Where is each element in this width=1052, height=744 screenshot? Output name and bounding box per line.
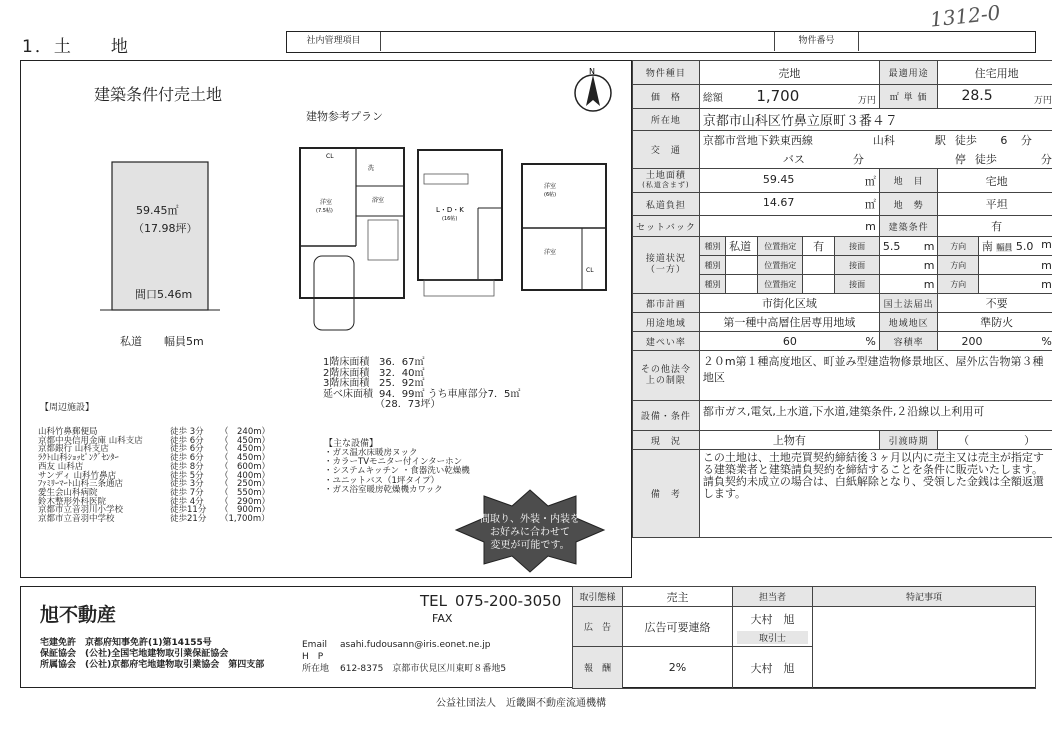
spec-table xyxy=(632,60,1052,538)
list-item: ・ユニットバス（1坪タイプ） xyxy=(324,475,440,486)
list-item: 山科竹鼻郵便局 徒歩 3分 （ 240m） xyxy=(38,427,271,437)
facilities-conditions: 都市ガス,電気,上水道,下水道,建築条件,２沿線以上利用可 xyxy=(699,401,1052,431)
mgmt-value xyxy=(381,32,775,51)
company-address: 612-8375 京都市伏見区川東町８番地5 xyxy=(340,664,507,674)
equipment-list xyxy=(324,449,470,495)
district: 準防火 xyxy=(938,313,1052,332)
property-type: 売地 xyxy=(699,61,879,85)
guarantee-assoc: 保証協会 (公社)全国宅地建物取引業保証協会 xyxy=(40,649,229,659)
property-no-label: 物件番号 xyxy=(775,32,859,51)
list-item: ・システムキッチン ・食器洗い乾燥機 xyxy=(324,466,470,477)
svg-text:洗: 洗 xyxy=(368,165,375,172)
other-restrictions: ２０m第１種高度地区、町並み型建造物修景地区、屋外広告物第３種地区 xyxy=(699,351,1052,401)
floor3-area: 25．92㎡ xyxy=(379,378,425,389)
lot-tsubo: （17.98坪） xyxy=(133,222,198,235)
mgmt-label: 社内管理項目 xyxy=(287,32,381,51)
floor3-label: 3階床面積 xyxy=(323,378,370,389)
current-status: 上物有 xyxy=(699,431,879,450)
total-tsubo: （28．73坪） xyxy=(375,399,441,410)
equipment-title: 【主な設備】 xyxy=(324,439,379,449)
land-area: 59.45 xyxy=(762,172,795,186)
table-row: 都市計画 市街化区域 国土法届出 不要 xyxy=(633,294,1052,313)
ad-permission: 広告可要連絡 xyxy=(623,607,733,647)
svg-text:CL: CL xyxy=(326,153,334,160)
terrain: 平坦 xyxy=(938,193,1052,216)
floor2-label: 2階床面積 xyxy=(323,367,370,379)
list-item: ﾌｧﾐﾘｰﾏｰﾄ山科三条通店 徒歩 3分 （ 250m） xyxy=(38,479,271,490)
staff-name: 大村 旭 xyxy=(750,613,795,626)
unit-price: 28.5 xyxy=(961,87,993,104)
email[interactable]: asahi.fudousann@iris.eonet.ne.jp xyxy=(340,640,491,650)
plan-title: 建物参考プラン xyxy=(306,110,383,123)
list-item: 京都市立音羽川小学校 徒歩11分 （ 900m） xyxy=(38,505,271,516)
table-row: 土地面積 (私道含まず) 59.45 ㎡ 地 目 宅地 xyxy=(633,169,1052,193)
table-row: セットバック m 建築条件 有 xyxy=(633,216,1052,237)
list-item: 京都市立音羽中学校 徒歩21分 （1,700m） xyxy=(38,514,270,525)
garage-note: うち車庫部分7．5㎡ xyxy=(427,388,521,400)
svg-text:(7.5帖): (7.5帖) xyxy=(316,208,333,214)
handover-time: （ ） xyxy=(938,431,1052,450)
table-row: 建ぺい率 60 % 容積率 200 % xyxy=(633,332,1052,351)
agent-name: 大村 旭 xyxy=(733,647,813,689)
list-item: 西友 山科店 徒歩 8分 （ 600m） xyxy=(38,461,271,472)
table-row: 価 格 総額 1,700 万円 ㎡ 単 価 28.5 万円 xyxy=(633,85,1052,109)
building-coverage: 60 xyxy=(782,334,797,348)
svg-text:L・D・K: L・D・K xyxy=(436,206,464,214)
optimal-use: 住宅用地 xyxy=(938,61,1052,85)
floor-plan-1f xyxy=(296,146,408,346)
svg-text:CL: CL xyxy=(586,267,594,274)
road-direction: 南 xyxy=(981,240,993,253)
list-item: ・ガス温水床暖房ヌック xyxy=(324,448,418,458)
table-row: 現 況 上物有 引渡時期 （ ） xyxy=(633,431,1052,450)
total-area: 94．99㎡ xyxy=(379,388,425,400)
land-category: 宅地 xyxy=(938,169,1052,193)
land-act-report: 不要 xyxy=(938,294,1052,313)
badge-line-2: お好みに合わせて xyxy=(490,527,570,538)
tel-number: 075-200-3050 xyxy=(455,592,562,610)
transport-bus: バス 分 停 徒歩 分 xyxy=(699,150,1052,169)
table-row: 備 考 この土地は、土地売買契約締結後３ヶ月以内に売主又は売主が指定する建築業者と建築請負契約を締結することを条件に販売いたします。請負契約未成立の場合は、白紙解除となり、受領した金銭は全額返還します。 xyxy=(633,450,1052,538)
table-row: 設備・条件 都市ガス,電気,上水道,下水道,建築条件,２沿線以上利用可 xyxy=(633,401,1052,431)
total-label: 延べ床面積 xyxy=(323,388,373,400)
floor-area-ratio: 200 xyxy=(961,334,983,348)
svg-text:N: N xyxy=(589,67,595,76)
section-title: 1．土 地 xyxy=(22,37,130,57)
build-condition: 有 xyxy=(938,216,1052,237)
transaction-type: 売主 xyxy=(623,587,733,607)
road-width: 5.0 xyxy=(1015,240,1034,253)
tel-label: TEL xyxy=(420,592,447,610)
list-item: サンディ 山科竹鼻店 徒歩 5分 （ 400m） xyxy=(38,470,271,481)
list-item: ・カラーTVモニター付インターホン xyxy=(324,457,463,468)
facilities-title: 【周辺施設】 xyxy=(40,403,95,413)
table-row: 私道負担 14.67 ㎡ 地 勢 平坦 xyxy=(633,193,1052,216)
svg-text:(6帖): (6帖) xyxy=(544,192,557,198)
listing-title: 建築条件付売土地 xyxy=(94,85,223,104)
road-designation: 有 xyxy=(802,237,834,256)
license: 宅建免許 京都府知事免許(1)第14155号 xyxy=(40,638,212,648)
table-row: 所在地 京都市山科区竹鼻立原町３番４７ xyxy=(633,109,1052,131)
organization: 公益社団法人 近畿圏不動産流通機構 xyxy=(436,698,606,709)
table-row: 物件種目 売地 最適用途 住宅用地 xyxy=(633,61,1052,85)
svg-text:(16帖): (16帖) xyxy=(442,216,458,222)
list-item: 京都中央信用金庫 山科支店 徒歩 6分 （ 450m） xyxy=(38,435,271,446)
table-row: 交 通 京都市営地下鉄東西線 山科 駅 徒歩 6 分 xyxy=(633,131,1052,150)
floor-plan-2f xyxy=(414,148,506,300)
facilities-list xyxy=(38,428,298,524)
address: 京都市山科区竹鼻立原町３番４７ xyxy=(699,109,1052,131)
transaction-table: 取引態様 売主 担当者 特記事項 広 告 広告可要連絡 大村 旭 取引士 報 酬 2% 大村 旭 xyxy=(572,586,1036,689)
table-row: 接道状況 （一方） 種別 私道 位置指定 有 接面 5.5 m 方向 南 幅員 5.0 m xyxy=(633,237,1052,256)
north-arrow-icon xyxy=(570,66,616,114)
svg-text:洋室: 洋室 xyxy=(544,249,557,256)
list-item: 愛生会山科病院 徒歩 7分 （ 550m） xyxy=(38,487,271,498)
customize-badge xyxy=(452,488,608,574)
road-type: 私道 xyxy=(726,237,758,256)
header-bar xyxy=(286,31,1036,53)
commission: 2% xyxy=(623,647,733,689)
price-value: 1,700 xyxy=(756,87,800,105)
list-item: 京都銀行 山科支店 徒歩 6分 （ 450m） xyxy=(38,444,271,455)
floor1-area: 36．67㎡ xyxy=(379,357,425,368)
lot-frontage: 間口5.46m xyxy=(135,288,193,301)
svg-text:洋室: 洋室 xyxy=(544,183,557,190)
list-item: ﾗｸﾄ山科ｼｮｯﾋﾟﾝｸﾞｾﾝﾀｰ 徒歩 6分 （ 450m） xyxy=(38,453,271,464)
floor2-area: 32．40㎡ xyxy=(379,367,425,379)
lot-area: 59.45㎡ xyxy=(136,204,179,217)
badge-line-1: 間取り、外装・内装を xyxy=(480,514,580,525)
floor-areas xyxy=(323,358,520,411)
company-name: 旭不動産 xyxy=(40,604,117,626)
svg-text:浴室: 浴室 xyxy=(372,197,385,204)
price-cell: 総額 1,700 万円 xyxy=(699,85,879,109)
list-item: ・ガス浴室暖房乾燥機カワック xyxy=(324,484,443,495)
transport-train: 京都市営地下鉄東西線 山科 駅 徒歩 6 分 xyxy=(699,131,1052,150)
private-road-area: 14.67 xyxy=(762,196,795,209)
road-frontage: 5.5 xyxy=(882,239,901,253)
badge-line-3: 変更が可能です。 xyxy=(490,540,570,551)
svg-text:洋室: 洋室 xyxy=(320,199,333,206)
road-info: 私道 幅員5m xyxy=(120,335,204,348)
remarks: この土地は、土地売買契約締結後３ヶ月以内に売主又は売主が指定する建築業者と建築請負契約を締結することを条件に販売いたします。請負契約未成立の場合は、白紙解除となり、受領した金銭は全額返還します。 xyxy=(699,450,1052,538)
fax-label: FAX xyxy=(432,612,453,625)
list-item: 鈴木整形外科医院 徒歩 4分 （ 290m） xyxy=(38,496,271,507)
member-assoc: 所属協会 (公社)京都府宅地建物取引業協会 第四支部 xyxy=(40,660,265,670)
table-row: 用途地域 第一種中高層住居専用地域 地域地区 準防火 xyxy=(633,313,1052,332)
floor-plan-3f xyxy=(518,162,610,300)
city-plan: 市街化区域 xyxy=(699,294,879,313)
table-row: 種別 位置指定 接面 m 方向 m xyxy=(633,256,1052,275)
handwritten-note: 1312-0 xyxy=(928,0,1002,32)
use-zone: 第一種中高層住居専用地域 xyxy=(699,313,879,332)
table-row: その他法令上の制限 ２０m第１種高度地区、町並み型建造物修景地区、屋外広告物第３種地区 xyxy=(633,351,1052,401)
floor1-label: 1階床面積 xyxy=(323,357,370,368)
table-row: 種別 位置指定 接面 m 方向 m xyxy=(633,275,1052,294)
